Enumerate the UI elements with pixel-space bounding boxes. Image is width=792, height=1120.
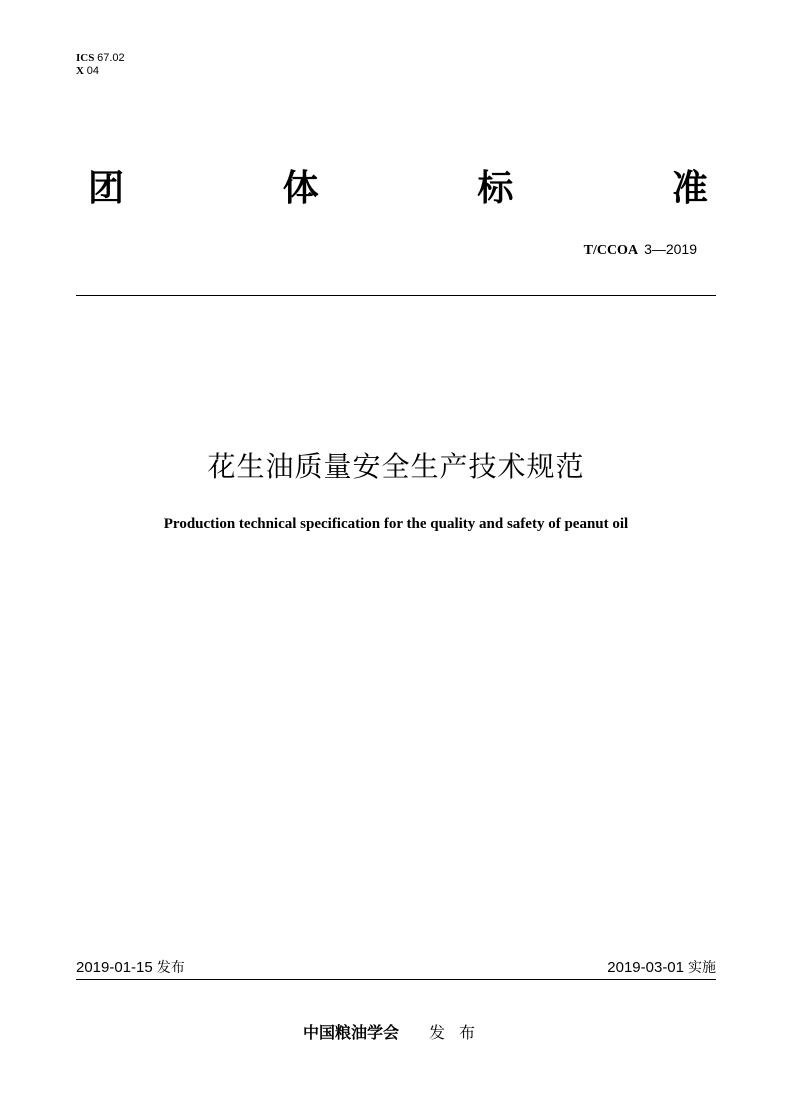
issuer-name: 中国粮油学会 [302, 1023, 399, 1042]
standard-type-heading [88, 160, 708, 210]
top-divider [76, 295, 716, 296]
issuer [0, 1020, 792, 1043]
standard-code-number: 3—2019 [644, 241, 697, 257]
ccs-line [76, 65, 125, 78]
standard-code [584, 241, 697, 259]
standard-type-char-2: 体 [282, 167, 319, 209]
implementation-date [607, 957, 716, 977]
ics-label: ICS [76, 52, 95, 64]
issuer-action: 发布 [429, 1023, 490, 1042]
issue-date [76, 957, 185, 977]
standard-code-prefix: T/CCOA [583, 243, 639, 258]
implementation-date-value: 2019-03-01 [607, 959, 684, 976]
ccs-label: X [76, 65, 84, 77]
issue-date-value: 2019-01-15 [76, 959, 153, 976]
standard-type-char-3: 标 [477, 167, 514, 209]
standard-type-char-1: 团 [88, 167, 125, 209]
classification-codes [76, 52, 125, 78]
ccs-value: 04 [86, 65, 99, 77]
title-chinese: 花生油质量安全生产技术规范 [207, 450, 585, 483]
ics-value: 67.02 [97, 52, 125, 64]
issue-date-label: 发布 [156, 960, 185, 976]
bottom-divider [76, 979, 716, 980]
standard-type-char-4: 准 [671, 167, 708, 209]
title-english: Production technical specification for the quality and safety of peanut oil [163, 516, 629, 532]
ics-line [76, 52, 125, 65]
implementation-date-label: 实施 [688, 960, 716, 976]
